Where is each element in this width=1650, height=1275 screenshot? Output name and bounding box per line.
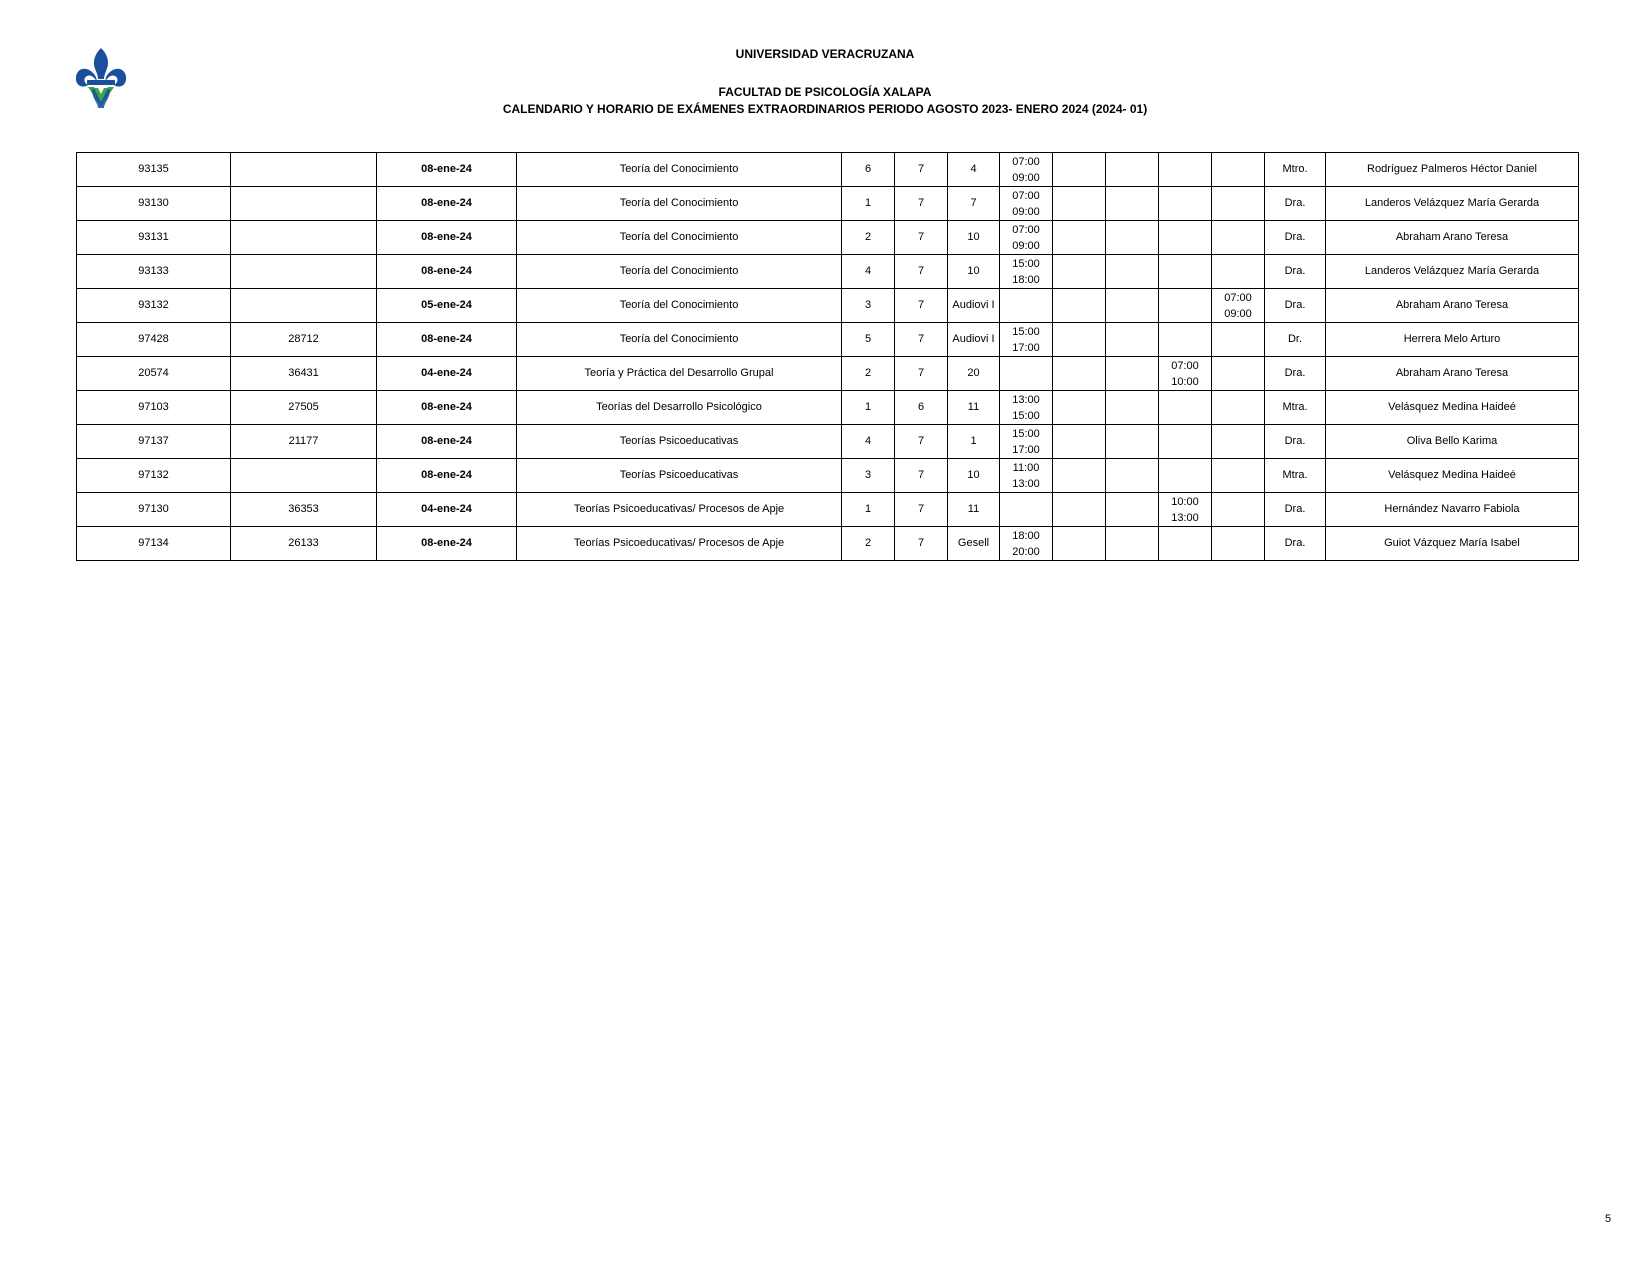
time-slot-cell [1106,391,1159,425]
time-slot-cell [1212,255,1265,289]
time-slot-cell [1159,289,1212,323]
table-row [77,153,1579,187]
nrc-secondary-cell: 26133 [231,527,377,561]
start-time: 10:00 [1171,495,1199,508]
subject-cell: Teoría del Conocimiento [517,323,842,357]
title-cell: Dra. [1265,289,1326,323]
time-slot-cell [1212,357,1265,391]
time-slot-cell [1106,459,1159,493]
start-time: 07:00 [1012,155,1040,168]
time-slot-cell [1106,493,1159,527]
nrc-secondary-cell: 27505 [231,391,377,425]
time-slot-cell [1053,459,1106,493]
time-slot-cell [1000,493,1053,527]
table-row [77,425,1579,459]
room-cell: Audiovi I [948,323,1000,357]
title-cell: Dra. [1265,425,1326,459]
time-slot-cell [1159,221,1212,255]
title-cell: Dra. [1265,187,1326,221]
professor-cell: Herrera Melo Arturo [1326,323,1579,357]
time-slot-cell [1212,493,1265,527]
table-row [77,187,1579,221]
subject-cell: Teorías Psicoeducativas/ Procesos de Apje [517,493,842,527]
university-title: UNIVERSIDAD VERACRUZANA [735,47,915,61]
professor-cell: Hernández Navarro Fabiola [1326,493,1579,527]
time-slot-cell [1159,459,1212,493]
time-slot-cell [1000,221,1053,255]
nrc-cell: 20574 [77,357,231,391]
nrc-cell: 93135 [77,153,231,187]
professor-cell: Landeros Velázquez María Gerarda [1326,187,1579,221]
nrc-secondary-cell: 21177 [231,425,377,459]
start-time: 07:00 [1012,189,1040,202]
time-slot-cell [1159,323,1212,357]
semester-cell: 7 [895,425,948,459]
time-slot-cell [1159,527,1212,561]
block-cell: 1 [842,493,895,527]
semester-cell: 7 [895,323,948,357]
table-row [77,323,1579,357]
nrc-cell: 97103 [77,391,231,425]
semester-cell: 7 [895,289,948,323]
nrc-cell: 97134 [77,527,231,561]
nrc-secondary-cell [231,153,377,187]
time-slot-cell [1159,153,1212,187]
time-slot-cell [1212,153,1265,187]
end-time: 10:00 [1171,375,1199,388]
professor-cell: Oliva Bello Karima [1326,425,1579,459]
end-time: 17:00 [1012,341,1040,354]
time-slot-cell [1212,323,1265,357]
professor-cell: Abraham Arano Teresa [1326,221,1579,255]
table-row [77,255,1579,289]
start-time: 13:00 [1012,393,1040,406]
title-cell: Mtro. [1265,153,1326,187]
room-cell: 10 [948,221,1000,255]
time-slot-cell [1000,391,1053,425]
end-time: 09:00 [1012,239,1040,252]
nrc-secondary-cell [231,289,377,323]
title-cell: Dra. [1265,357,1326,391]
subject-cell: Teorías Psicoeducativas/ Procesos de Apje [517,527,842,561]
nrc-cell: 97130 [77,493,231,527]
table-row [77,527,1579,561]
time-slot-cell [1053,153,1106,187]
exam-date-cell: 04-ene-24 [377,357,517,391]
time-slot-cell [1000,255,1053,289]
professor-cell: Velásquez Medina Haideé [1326,459,1579,493]
nrc-secondary-cell [231,255,377,289]
time-slot-cell [1000,153,1053,187]
block-cell: 3 [842,459,895,493]
room-cell: 11 [948,493,1000,527]
nrc-cell: 93133 [77,255,231,289]
title-cell: Dr. [1265,323,1326,357]
nrc-secondary-cell [231,221,377,255]
exam-date-cell: 08-ene-24 [377,391,517,425]
start-time: 15:00 [1012,325,1040,338]
nrc-secondary-cell: 36431 [231,357,377,391]
time-slot-cell [1106,255,1159,289]
faculty-title: FACULTAD DE PSICOLOGÍA XALAPA [718,85,932,99]
table-row [77,289,1579,323]
room-cell: 11 [948,391,1000,425]
time-slot-cell [1053,357,1106,391]
end-time: 13:00 [1171,511,1199,524]
start-time: 07:00 [1224,291,1252,304]
subject-cell: Teorías del Desarrollo Psicológico [517,391,842,425]
subject-cell: Teoría del Conocimiento [517,221,842,255]
exam-date-cell: 08-ene-24 [377,187,517,221]
block-cell: 2 [842,527,895,561]
time-slot-cell [1212,527,1265,561]
end-time: 18:00 [1012,273,1040,286]
title-cell: Mtra. [1265,459,1326,493]
table-row [77,357,1579,391]
start-time: 07:00 [1012,223,1040,236]
exam-date-cell: 08-ene-24 [377,255,517,289]
time-slot-cell [1106,425,1159,459]
time-slot-cell [1212,425,1265,459]
nrc-secondary-cell: 28712 [231,323,377,357]
time-slot-cell [1000,323,1053,357]
end-time: 09:00 [1224,307,1252,320]
time-slot-cell [1053,221,1106,255]
block-cell: 2 [842,357,895,391]
end-time: 09:00 [1012,171,1040,184]
time-slot-cell [1106,527,1159,561]
title-cell: Dra. [1265,221,1326,255]
time-slot-cell [1159,187,1212,221]
exam-date-cell: 08-ene-24 [377,221,517,255]
exam-date-cell: 08-ene-24 [377,527,517,561]
exam-date-cell: 08-ene-24 [377,459,517,493]
time-slot-cell [1000,357,1053,391]
room-cell: 4 [948,153,1000,187]
nrc-cell: 97137 [77,425,231,459]
time-slot-cell [1159,425,1212,459]
subject-cell: Teoría del Conocimiento [517,187,842,221]
exam-schedule-table [76,152,1579,561]
block-cell: 3 [842,289,895,323]
professor-cell: Guiot Vázquez María Isabel [1326,527,1579,561]
time-slot-cell [1106,187,1159,221]
time-slot-cell [1053,493,1106,527]
exam-date-cell: 05-ene-24 [377,289,517,323]
room-cell: 1 [948,425,1000,459]
time-slot-cell [1212,391,1265,425]
calendar-title: CALENDARIO Y HORARIO DE EXÁMENES EXTRAORDINARIOS PERIODO AGOSTO 2023- ENERO 2024 (2024- 01) [502,102,1148,116]
time-slot-cell [1053,425,1106,459]
semester-cell: 7 [895,153,948,187]
professor-cell: Landeros Velázquez María Gerarda [1326,255,1579,289]
time-slot-cell [1053,391,1106,425]
block-cell: 1 [842,187,895,221]
room-cell: 20 [948,357,1000,391]
professor-cell: Rodríguez Palmeros Héctor Daniel [1326,153,1579,187]
time-slot-cell [1212,459,1265,493]
title-cell: Mtra. [1265,391,1326,425]
room-cell: Audiovi I [948,289,1000,323]
professor-cell: Abraham Arano Teresa [1326,289,1579,323]
time-slot-cell [1106,221,1159,255]
nrc-cell: 93131 [77,221,231,255]
nrc-cell: 93132 [77,289,231,323]
end-time: 13:00 [1012,477,1040,490]
time-slot-cell [1106,357,1159,391]
exam-date-cell: 08-ene-24 [377,153,517,187]
professor-cell: Velásquez Medina Haideé [1326,391,1579,425]
time-slot-cell [1053,255,1106,289]
time-slot-cell [1053,289,1106,323]
time-slot-cell [1212,187,1265,221]
table-row [77,391,1579,425]
time-slot-cell [1000,459,1053,493]
semester-cell: 7 [895,493,948,527]
time-slot-cell [1159,391,1212,425]
time-slot-cell [1000,289,1053,323]
title-cell: Dra. [1265,527,1326,561]
subject-cell: Teoría del Conocimiento [517,153,842,187]
exam-date-cell: 08-ene-24 [377,323,517,357]
block-cell: 1 [842,391,895,425]
time-slot-cell [1212,289,1265,323]
subject-cell: Teorías Psicoeducativas [517,459,842,493]
room-cell: 7 [948,187,1000,221]
start-time: 11:00 [1012,461,1040,474]
block-cell: 4 [842,255,895,289]
semester-cell: 6 [895,391,948,425]
nrc-cell: 93130 [77,187,231,221]
block-cell: 5 [842,323,895,357]
end-time: 20:00 [1012,545,1040,558]
semester-cell: 7 [895,255,948,289]
start-time: 07:00 [1171,359,1199,372]
time-slot-cell [1159,357,1212,391]
end-time: 09:00 [1012,205,1040,218]
semester-cell: 7 [895,357,948,391]
time-slot-cell [1106,323,1159,357]
table-row [77,493,1579,527]
exam-date-cell: 04-ene-24 [377,493,517,527]
nrc-secondary-cell [231,187,377,221]
time-slot-cell [1053,527,1106,561]
time-slot-cell [1000,527,1053,561]
subject-cell: Teoría del Conocimiento [517,255,842,289]
time-slot-cell [1212,221,1265,255]
semester-cell: 7 [895,187,948,221]
start-time: 18:00 [1012,529,1040,542]
semester-cell: 7 [895,527,948,561]
time-slot-cell [1159,255,1212,289]
subject-cell: Teoría y Práctica del Desarrollo Grupal [517,357,842,391]
nrc-secondary-cell [231,459,377,493]
block-cell: 6 [842,153,895,187]
time-slot-cell [1106,289,1159,323]
subject-cell: Teorías Psicoeducativas [517,425,842,459]
nrc-cell: 97428 [77,323,231,357]
end-time: 17:00 [1012,443,1040,456]
title-cell: Dra. [1265,493,1326,527]
time-slot-cell [1053,187,1106,221]
end-time: 15:00 [1012,409,1040,422]
exam-date-cell: 08-ene-24 [377,425,517,459]
subject-cell: Teoría del Conocimiento [517,289,842,323]
page-number: 5 [1605,1213,1612,1225]
nrc-secondary-cell: 36353 [231,493,377,527]
time-slot-cell [1000,187,1053,221]
time-slot-cell [1000,425,1053,459]
nrc-cell: 97132 [77,459,231,493]
table-row [77,221,1579,255]
block-cell: 4 [842,425,895,459]
room-cell: 10 [948,459,1000,493]
table-row [77,459,1579,493]
start-time: 15:00 [1012,257,1040,270]
time-slot-cell [1053,323,1106,357]
room-cell: 10 [948,255,1000,289]
block-cell: 2 [842,221,895,255]
time-slot-cell [1159,493,1212,527]
start-time: 15:00 [1012,427,1040,440]
room-cell: Gesell [948,527,1000,561]
time-slot-cell [1106,153,1159,187]
professor-cell: Abraham Arano Teresa [1326,357,1579,391]
semester-cell: 7 [895,221,948,255]
semester-cell: 7 [895,459,948,493]
title-cell: Dra. [1265,255,1326,289]
